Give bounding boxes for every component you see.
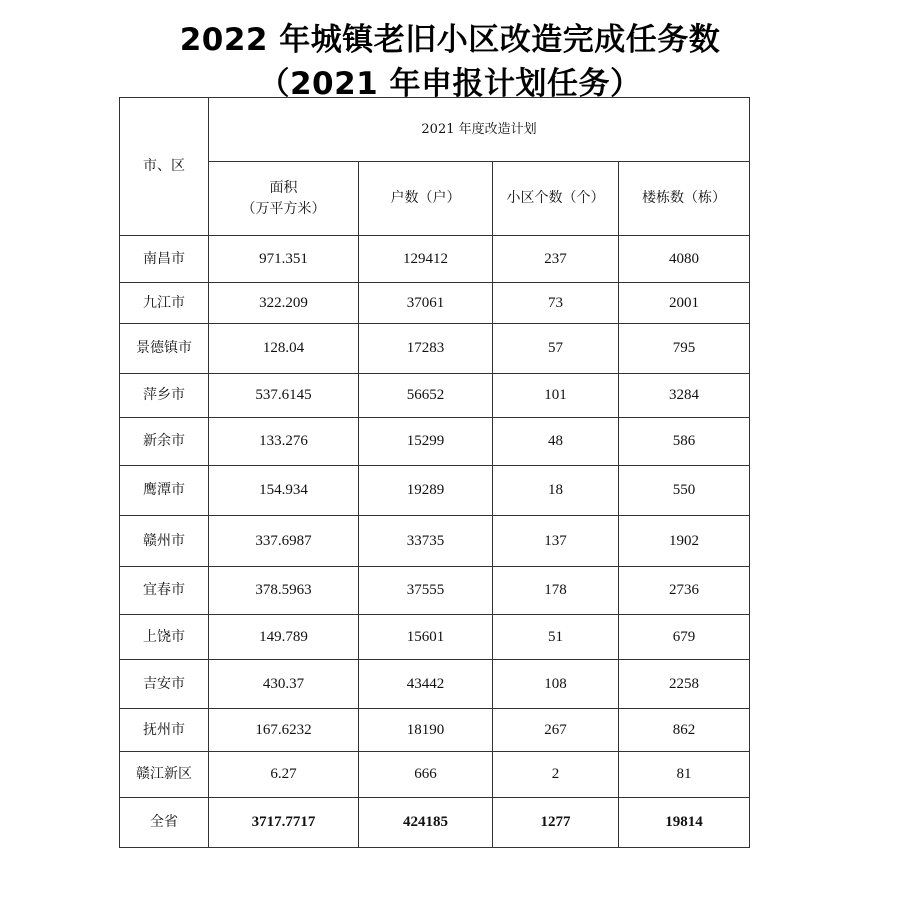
households-value: 56652 xyxy=(359,374,493,418)
buildings-value: 2736 xyxy=(619,567,750,615)
table-row xyxy=(120,236,750,283)
region-name: 吉安市 xyxy=(120,660,209,709)
households-value: 666 xyxy=(359,752,493,798)
total-area: 3717.7717 xyxy=(209,798,359,848)
region-name: 九江市 xyxy=(120,283,209,324)
area-value: 430.37 xyxy=(209,660,359,709)
buildings-value: 2258 xyxy=(619,660,750,709)
total-row xyxy=(120,798,750,848)
buildings-value: 3284 xyxy=(619,374,750,418)
region-name: 上饶市 xyxy=(120,615,209,660)
households-value: 19289 xyxy=(359,466,493,516)
table-row xyxy=(120,752,750,798)
households-value: 43442 xyxy=(359,660,493,709)
buildings-value: 4080 xyxy=(619,236,750,283)
table-row xyxy=(120,324,750,374)
communities-value: 73 xyxy=(493,283,619,324)
total-communities: 1277 xyxy=(493,798,619,848)
area-value: 128.04 xyxy=(209,324,359,374)
households-value: 17283 xyxy=(359,324,493,374)
communities-value: 267 xyxy=(493,709,619,752)
communities-value: 237 xyxy=(493,236,619,283)
region-name: 萍乡市 xyxy=(120,374,209,418)
area-value: 133.276 xyxy=(209,418,359,466)
area-value: 149.789 xyxy=(209,615,359,660)
households-value: 33735 xyxy=(359,516,493,567)
area-value: 337.6987 xyxy=(209,516,359,567)
table-row xyxy=(120,709,750,752)
total-buildings: 19814 xyxy=(619,798,750,848)
area-value: 971.351 xyxy=(209,236,359,283)
households-value: 15299 xyxy=(359,418,493,466)
document-title-line2: （2021 年申报计划任务） xyxy=(258,66,642,102)
buildings-header: 楼栋数（栋） xyxy=(619,162,750,236)
table-row xyxy=(120,660,750,709)
region-name: 南昌市 xyxy=(120,236,209,283)
area-value: 154.934 xyxy=(209,466,359,516)
buildings-value: 81 xyxy=(619,752,750,798)
table-row xyxy=(120,567,750,615)
households-value: 129412 xyxy=(359,236,493,283)
area-header-line1: 面积 xyxy=(269,179,298,196)
communities-value: 108 xyxy=(493,660,619,709)
region-header: 市、区 xyxy=(120,98,209,236)
region-name: 赣州市 xyxy=(120,516,209,567)
table-row xyxy=(120,374,750,418)
communities-header: 小区个数（个） xyxy=(493,162,619,236)
region-name: 景德镇市 xyxy=(120,324,209,374)
table-row xyxy=(120,283,750,324)
communities-value: 137 xyxy=(493,516,619,567)
households-value: 37555 xyxy=(359,567,493,615)
table-row xyxy=(120,615,750,660)
communities-value: 101 xyxy=(493,374,619,418)
table-row xyxy=(120,466,750,516)
buildings-value: 2001 xyxy=(619,283,750,324)
households-value: 15601 xyxy=(359,615,493,660)
buildings-value: 550 xyxy=(619,466,750,516)
area-value: 6.27 xyxy=(209,752,359,798)
communities-value: 48 xyxy=(493,418,619,466)
communities-value: 2 xyxy=(493,752,619,798)
households-value: 18190 xyxy=(359,709,493,752)
region-name: 新余市 xyxy=(120,418,209,466)
buildings-value: 862 xyxy=(619,709,750,752)
region-name: 赣江新区 xyxy=(120,752,209,798)
table-row xyxy=(120,516,750,567)
region-name: 宜春市 xyxy=(120,567,209,615)
area-value: 378.5963 xyxy=(209,567,359,615)
document-title-line1: 2022 年城镇老旧小区改造完成任务数 xyxy=(179,22,721,58)
households-header: 户数（户） xyxy=(359,162,493,236)
renovation-table xyxy=(119,97,750,848)
region-name: 鹰潭市 xyxy=(120,466,209,516)
buildings-value: 586 xyxy=(619,418,750,466)
buildings-value: 795 xyxy=(619,324,750,374)
communities-value: 178 xyxy=(493,567,619,615)
total-households: 424185 xyxy=(359,798,493,848)
communities-value: 57 xyxy=(493,324,619,374)
buildings-value: 1902 xyxy=(619,516,750,567)
total-label: 全省 xyxy=(120,798,209,848)
area-header-line2: （万平方米） xyxy=(241,200,326,217)
table-row xyxy=(120,418,750,466)
region-name: 抚州市 xyxy=(120,709,209,752)
communities-value: 51 xyxy=(493,615,619,660)
area-value: 167.6232 xyxy=(209,709,359,752)
area-value: 322.209 xyxy=(209,283,359,324)
buildings-value: 679 xyxy=(619,615,750,660)
plan-group-header: 2021 年度改造计划 xyxy=(209,98,750,162)
area-value: 537.6145 xyxy=(209,374,359,418)
households-value: 37061 xyxy=(359,283,493,324)
communities-value: 18 xyxy=(493,466,619,516)
area-header xyxy=(209,162,359,236)
